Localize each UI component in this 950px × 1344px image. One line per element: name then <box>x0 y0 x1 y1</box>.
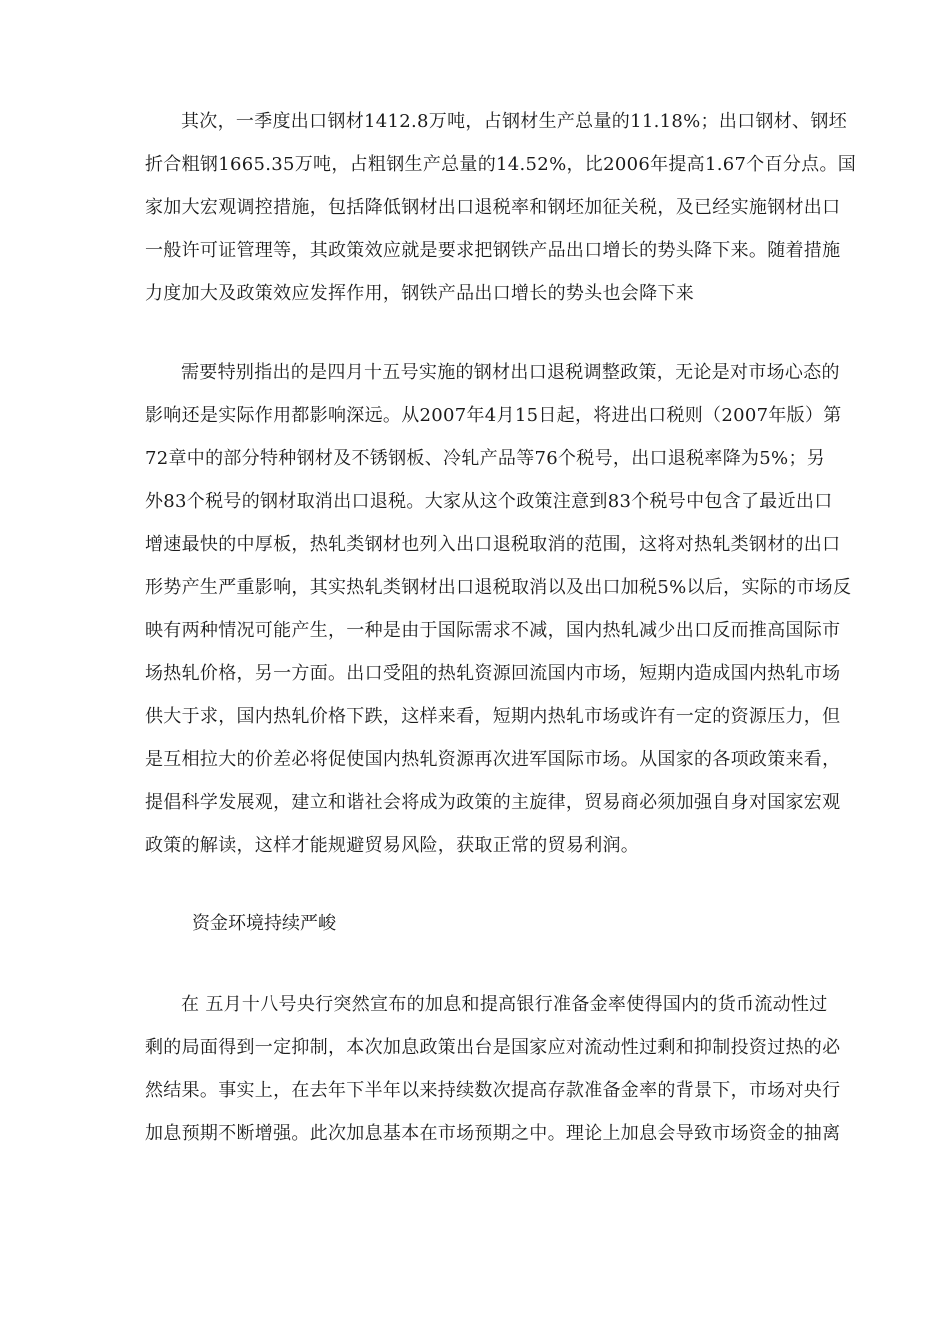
text-line: 外83个税号的钢材取消出口退税。大家从这个政策注意到83个税号中包含了最近出口 <box>145 491 833 512</box>
text-line: 提倡科学发展观，建立和谐社会将成为政策的主旋律，贸易商必须加强自身对国家宏观 <box>145 792 841 813</box>
text-line: 剩的局面得到一定抑制，本次加息政策出台是国家应对流动性过剩和抑制投资过热的必 <box>145 1037 841 1058</box>
text-line: 形势产生严重影响，其实热轧类钢材出口退税取消以及出口加税5%以后，实际的市场反 <box>145 577 852 598</box>
text-line: 政策的解读，这样才能规避贸易风险，获取正常的贸易利润。 <box>145 835 640 856</box>
text-line: 加息预期不断增强。此次加息基本在市场预期之中。理论上加息会导致市场资金的抽离 <box>145 1123 841 1144</box>
text-line: 需要特别指出的是四月十五号实施的钢材出口退税调整政策，无论是对市场心态的 <box>181 362 840 383</box>
text-line: 72章中的部分特种钢材及不锈钢板、冷轧产品等76个税号，出口退税率降为5%；另 <box>145 448 826 469</box>
text-line: 供大于求，国内热轧价格下跌，这样来看，短期内热轧市场或许有一定的资源压力，但 <box>145 706 841 727</box>
text-line: 场热轧价格，另一方面。出口受阻的热轧资源回流国内市场，短期内造成国内热轧市场 <box>145 663 841 684</box>
text-line: 其次，一季度出口钢材1412.8万吨，占钢材生产总量的11.18%；出口钢材、钢坯 <box>181 111 847 132</box>
text-line: 映有两种情况可能产生，一种是由于国际需求不减，国内热轧减少出口反而推高国际市 <box>145 620 841 641</box>
text-line: 增速最快的中厚板，热轧类钢材也列入出口退税取消的范围，这将对热轧类钢材的出口 <box>145 534 841 555</box>
text-line: 然结果。事实上，在去年下半年以来持续数次提高存款准备金率的背景下，市场对央行 <box>145 1080 841 1101</box>
text-line: 在 五月十八号央行突然宣布的加息和提高银行准备金率使得国内的货币流动性过 <box>181 994 828 1015</box>
text-line: 力度加大及政策效应发挥作用，钢铁产品出口增长的势头也会降下来 <box>145 283 694 304</box>
text-line: 一般许可证管理等，其政策效应就是要求把钢铁产品出口增长的势头降下来。随着措施 <box>145 240 841 261</box>
text-line: 影响还是实际作用都影响深远。从2007年4月15日起，将进出口税则（2007年版）第 <box>145 405 842 426</box>
text-line: 是互相拉大的价差必将促使国内热轧资源再次进军国际市场。从国家的各项政策来看， <box>145 749 841 770</box>
text-line: 家加大宏观调控措施，包括降低钢材出口退税率和钢坯加征关税，及已经实施钢材出口 <box>145 197 841 218</box>
section-heading: 资金环境持续严峻 <box>192 913 336 934</box>
text-line: 折合粗钢1665.35万吨，占粗钢生产总量的14.52%，比2006年提高1.67个百分点。国 <box>145 154 857 175</box>
